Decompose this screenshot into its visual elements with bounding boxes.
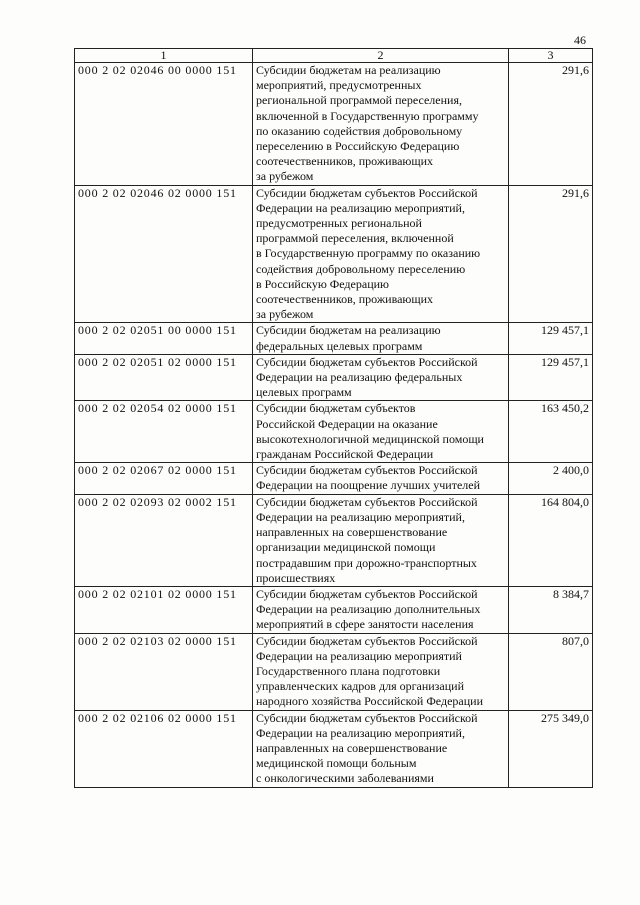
budget-code: 000 2 02 02046 02 0000 151: [75, 185, 253, 323]
budget-code: 000 2 02 02067 02 0000 151: [75, 463, 253, 494]
description-line: происшествиях: [256, 570, 336, 585]
description: [253, 63, 509, 186]
budget-code: 000 2 02 02051 02 0000 151: [75, 354, 253, 401]
description-line: мероприятий, предусмотренных: [256, 78, 422, 93]
table-row: [75, 354, 593, 401]
description: [253, 185, 509, 323]
amount: 129 457,1: [509, 354, 593, 401]
description: [253, 463, 509, 494]
header-row: [75, 49, 593, 63]
description-line: Федерации на реализацию федеральных: [256, 370, 463, 385]
description-line: Федерации на реализацию мероприятий: [256, 648, 462, 663]
description: [253, 323, 509, 354]
description-line: Федерации на реализацию мероприятий,: [256, 200, 465, 215]
amount: 129 457,1: [509, 323, 593, 354]
table-row: [75, 586, 593, 633]
table-row: [75, 633, 593, 710]
description-line: Субсидии бюджетам субъектов Российской: [256, 185, 478, 200]
description-line: гражданам Российской Федерации: [256, 447, 434, 462]
description-line: соотечественников, проживающих: [256, 292, 434, 307]
description: [253, 354, 509, 401]
description: [253, 586, 509, 633]
description: [253, 494, 509, 586]
amount: 275 349,0: [509, 710, 593, 787]
column-header-1: 1: [75, 49, 253, 63]
table-row: [75, 494, 593, 586]
description-line: Субсидии бюджетам на реализацию: [256, 323, 441, 338]
table-row: [75, 185, 593, 323]
description-line: направленных на совершенствование: [256, 525, 448, 540]
description-line: с онкологическими заболеваниями: [256, 771, 434, 786]
description: [253, 633, 509, 710]
amount: 291,6: [509, 63, 593, 186]
column-header-3: 3: [509, 49, 593, 63]
description-line: Федерации на реализацию дополнительных: [256, 602, 481, 617]
description-line: организации медицинской помощи: [256, 540, 436, 555]
description-line: Субсидии бюджетам субъектов Российской: [256, 463, 478, 478]
amount: 8 384,7: [509, 586, 593, 633]
budget-code: 000 2 02 02051 00 0000 151: [75, 323, 253, 354]
description-line: Субсидии бюджетам субъектов Российской: [256, 586, 478, 601]
amount: 2 400,0: [509, 463, 593, 494]
description-line: региональной программой переселения,: [256, 93, 462, 108]
amount: 807,0: [509, 633, 593, 710]
description-line: в Государственную программу по оказанию: [256, 246, 481, 261]
description-line: Государственного плана подготовки: [256, 663, 441, 678]
table-header: [75, 49, 593, 63]
description-line: народного хозяйства Российской Федерации: [256, 694, 483, 709]
description: [253, 401, 509, 463]
column-header-2: 2: [253, 49, 509, 63]
table-row: [75, 323, 593, 354]
description-line: переселению в Российскую Федерацию: [256, 139, 460, 154]
description-line: за рубежом: [256, 307, 314, 322]
description-line: федеральных целевых программ: [256, 338, 423, 353]
description-line: управленческих кадров для организаций: [256, 679, 465, 694]
table-row: [75, 401, 593, 463]
description-line: в Российскую Федерацию: [256, 276, 390, 291]
description-line: за рубежом: [256, 169, 314, 184]
budget-code: 000 2 02 02046 00 0000 151: [75, 63, 253, 186]
description-line: пострадавшим при дорожно-транспортных: [256, 555, 477, 570]
description-line: содействия добровольному переселению: [256, 261, 466, 276]
description-line: Российской Федерации на оказание: [256, 416, 438, 431]
table-row: [75, 63, 593, 186]
description-line: Субсидии бюджетам субъектов Российской: [256, 354, 478, 369]
budget-code: 000 2 02 02106 02 0000 151: [75, 710, 253, 787]
description-line: Субсидии бюджетам субъектов Российской: [256, 710, 478, 725]
description-line: Федерации на поощрение лучших учителей: [256, 478, 481, 493]
description-line: направленных на совершенствование: [256, 740, 448, 755]
budget-table: [74, 48, 593, 788]
description: [253, 710, 509, 787]
budget-code: 000 2 02 02103 02 0000 151: [75, 633, 253, 710]
amount: 291,6: [509, 185, 593, 323]
amount: 164 804,0: [509, 494, 593, 586]
description-line: Федерации на реализацию мероприятий,: [256, 509, 465, 524]
description-line: Субсидии бюджетам субъектов Российской: [256, 633, 478, 648]
description-line: Субсидии бюджетам на реализацию: [256, 63, 441, 77]
budget-code: 000 2 02 02054 02 0000 151: [75, 401, 253, 463]
description-line: соотечественников, проживающих: [256, 154, 434, 169]
budget-code: 000 2 02 02093 02 0002 151: [75, 494, 253, 586]
table-row: [75, 463, 593, 494]
description-line: программой переселения, включенной: [256, 231, 454, 246]
page-number: 46: [574, 33, 586, 47]
amount: 163 450,2: [509, 401, 593, 463]
description-line: Субсидии бюджетам субъектов Российской: [256, 494, 478, 509]
budget-code: 000 2 02 02101 02 0000 151: [75, 586, 253, 633]
description-line: включенной в Государственную программу: [256, 108, 479, 123]
description-line: Федерации на реализацию мероприятий,: [256, 725, 465, 740]
description-line: высокотехнологичной медицинской помощи: [256, 431, 484, 446]
description-line: медицинской помощи больным: [256, 756, 417, 771]
description-line: Субсидии бюджетам субъектов: [256, 401, 416, 416]
table-row: [75, 710, 593, 787]
table-body: [75, 63, 593, 788]
description-line: по оказанию содействия добровольному: [256, 123, 463, 138]
description-line: мероприятий в сфере занятости населения: [256, 617, 474, 632]
description-line: предусмотренных региональной: [256, 216, 422, 231]
description-line: целевых программ: [256, 385, 352, 400]
